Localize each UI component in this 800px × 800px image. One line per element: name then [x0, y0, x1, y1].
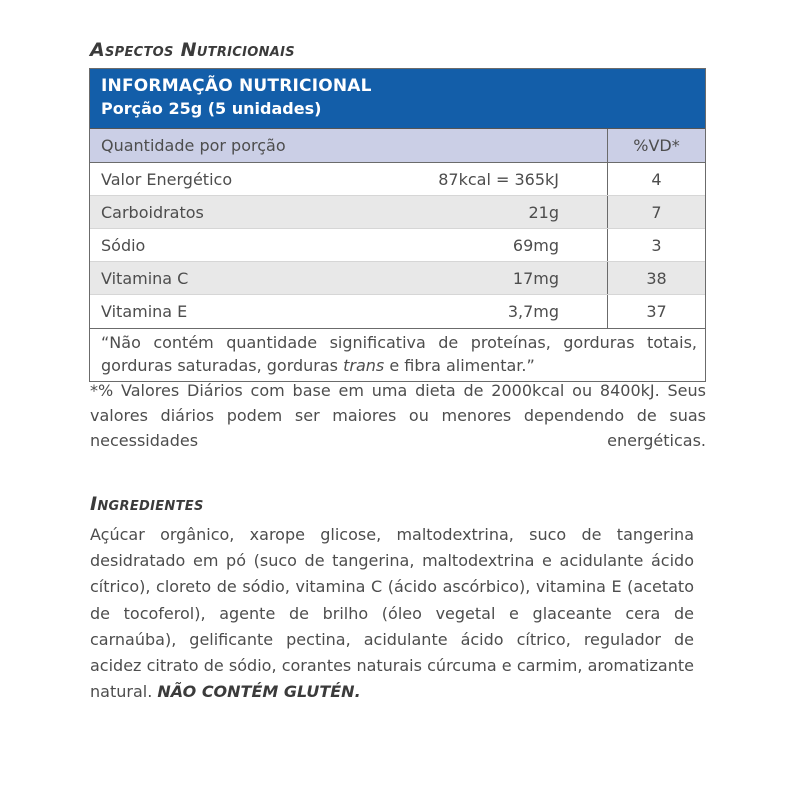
- footnote-text-a: “Não contém quantidade significativa de proteínas, gorduras totais, gorduras saturadas, gorduras: [101, 333, 697, 375]
- table-row: [90, 262, 705, 295]
- nutrient-vd: 38: [607, 262, 705, 294]
- table-row: [90, 229, 705, 262]
- column-header-row: [90, 129, 705, 163]
- nutrient-name: Vitamina C: [101, 269, 189, 288]
- nutrient-vd: 37: [607, 295, 705, 328]
- ingredients-section-title: Ingredientes: [90, 493, 204, 515]
- nutrient-amount: 87kcal = 365kJ: [438, 170, 559, 189]
- nutrient-name: Vitamina E: [101, 302, 188, 321]
- column-header-vd: %VD*: [607, 129, 705, 162]
- nutrition-facts-table: [89, 68, 706, 382]
- nutrient-vd: 7: [607, 196, 705, 228]
- nutrient-name: Valor Energético: [101, 170, 233, 189]
- nutrient-amount: 3,7mg: [507, 302, 559, 321]
- table-footnote: [90, 328, 705, 381]
- serving-size: Porção 25g (5 unidades): [101, 99, 322, 118]
- footnote-text-italic: trans: [343, 356, 385, 375]
- footnote-text-b: e fibra alimentar.”: [384, 356, 535, 375]
- nutrient-vd: 3: [607, 229, 705, 261]
- gluten-warning: NÃO CONTÉM GLUTÉN.: [157, 682, 361, 702]
- nutrient-name: Sódio: [101, 236, 146, 255]
- nutrient-name: Carboidratos: [101, 203, 204, 222]
- nutrient-amount: 21g: [528, 203, 559, 222]
- ingredients-paragraph: [90, 522, 694, 705]
- table-header: [90, 69, 705, 129]
- table-row: [90, 163, 705, 196]
- table-row: [90, 295, 705, 328]
- nutrient-amount: 17mg: [512, 269, 559, 288]
- nutrient-vd: 4: [607, 163, 705, 195]
- table-row: [90, 196, 705, 229]
- daily-values-note: *% Valores Diários com base em uma dieta de 2000kcal ou 8400kJ. Seus valores diários podem ser maiores ou menores dependendo de suas necessidades energéticas.: [90, 381, 706, 450]
- nutrition-section-title: Aspectos Nutricionais: [90, 39, 295, 61]
- table-header-title: INFORMAÇÃO NUTRICIONAL: [101, 76, 372, 96]
- column-header-quantity: Quantidade por porção: [101, 136, 286, 155]
- nutrient-amount: 69mg: [512, 236, 559, 255]
- ingredients-text: Açúcar orgânico, xarope glicose, maltodextrina, suco de tangerina desidratado em pó (suco de tangerina, maltodextrina e acidulante ácido cítrico), cloreto de sódio, vitamina C (ácido ascórbico), vitamina E (acetato de tocoferol), agente de brilho (óleo vegetal e glaceante cera de carnaúba), gelificante pectina, acidulante ácido cítrico, regulador de acidez citrato de sódio, corantes naturais cúrcuma e carmim, aromatizante natural.: [90, 525, 694, 702]
